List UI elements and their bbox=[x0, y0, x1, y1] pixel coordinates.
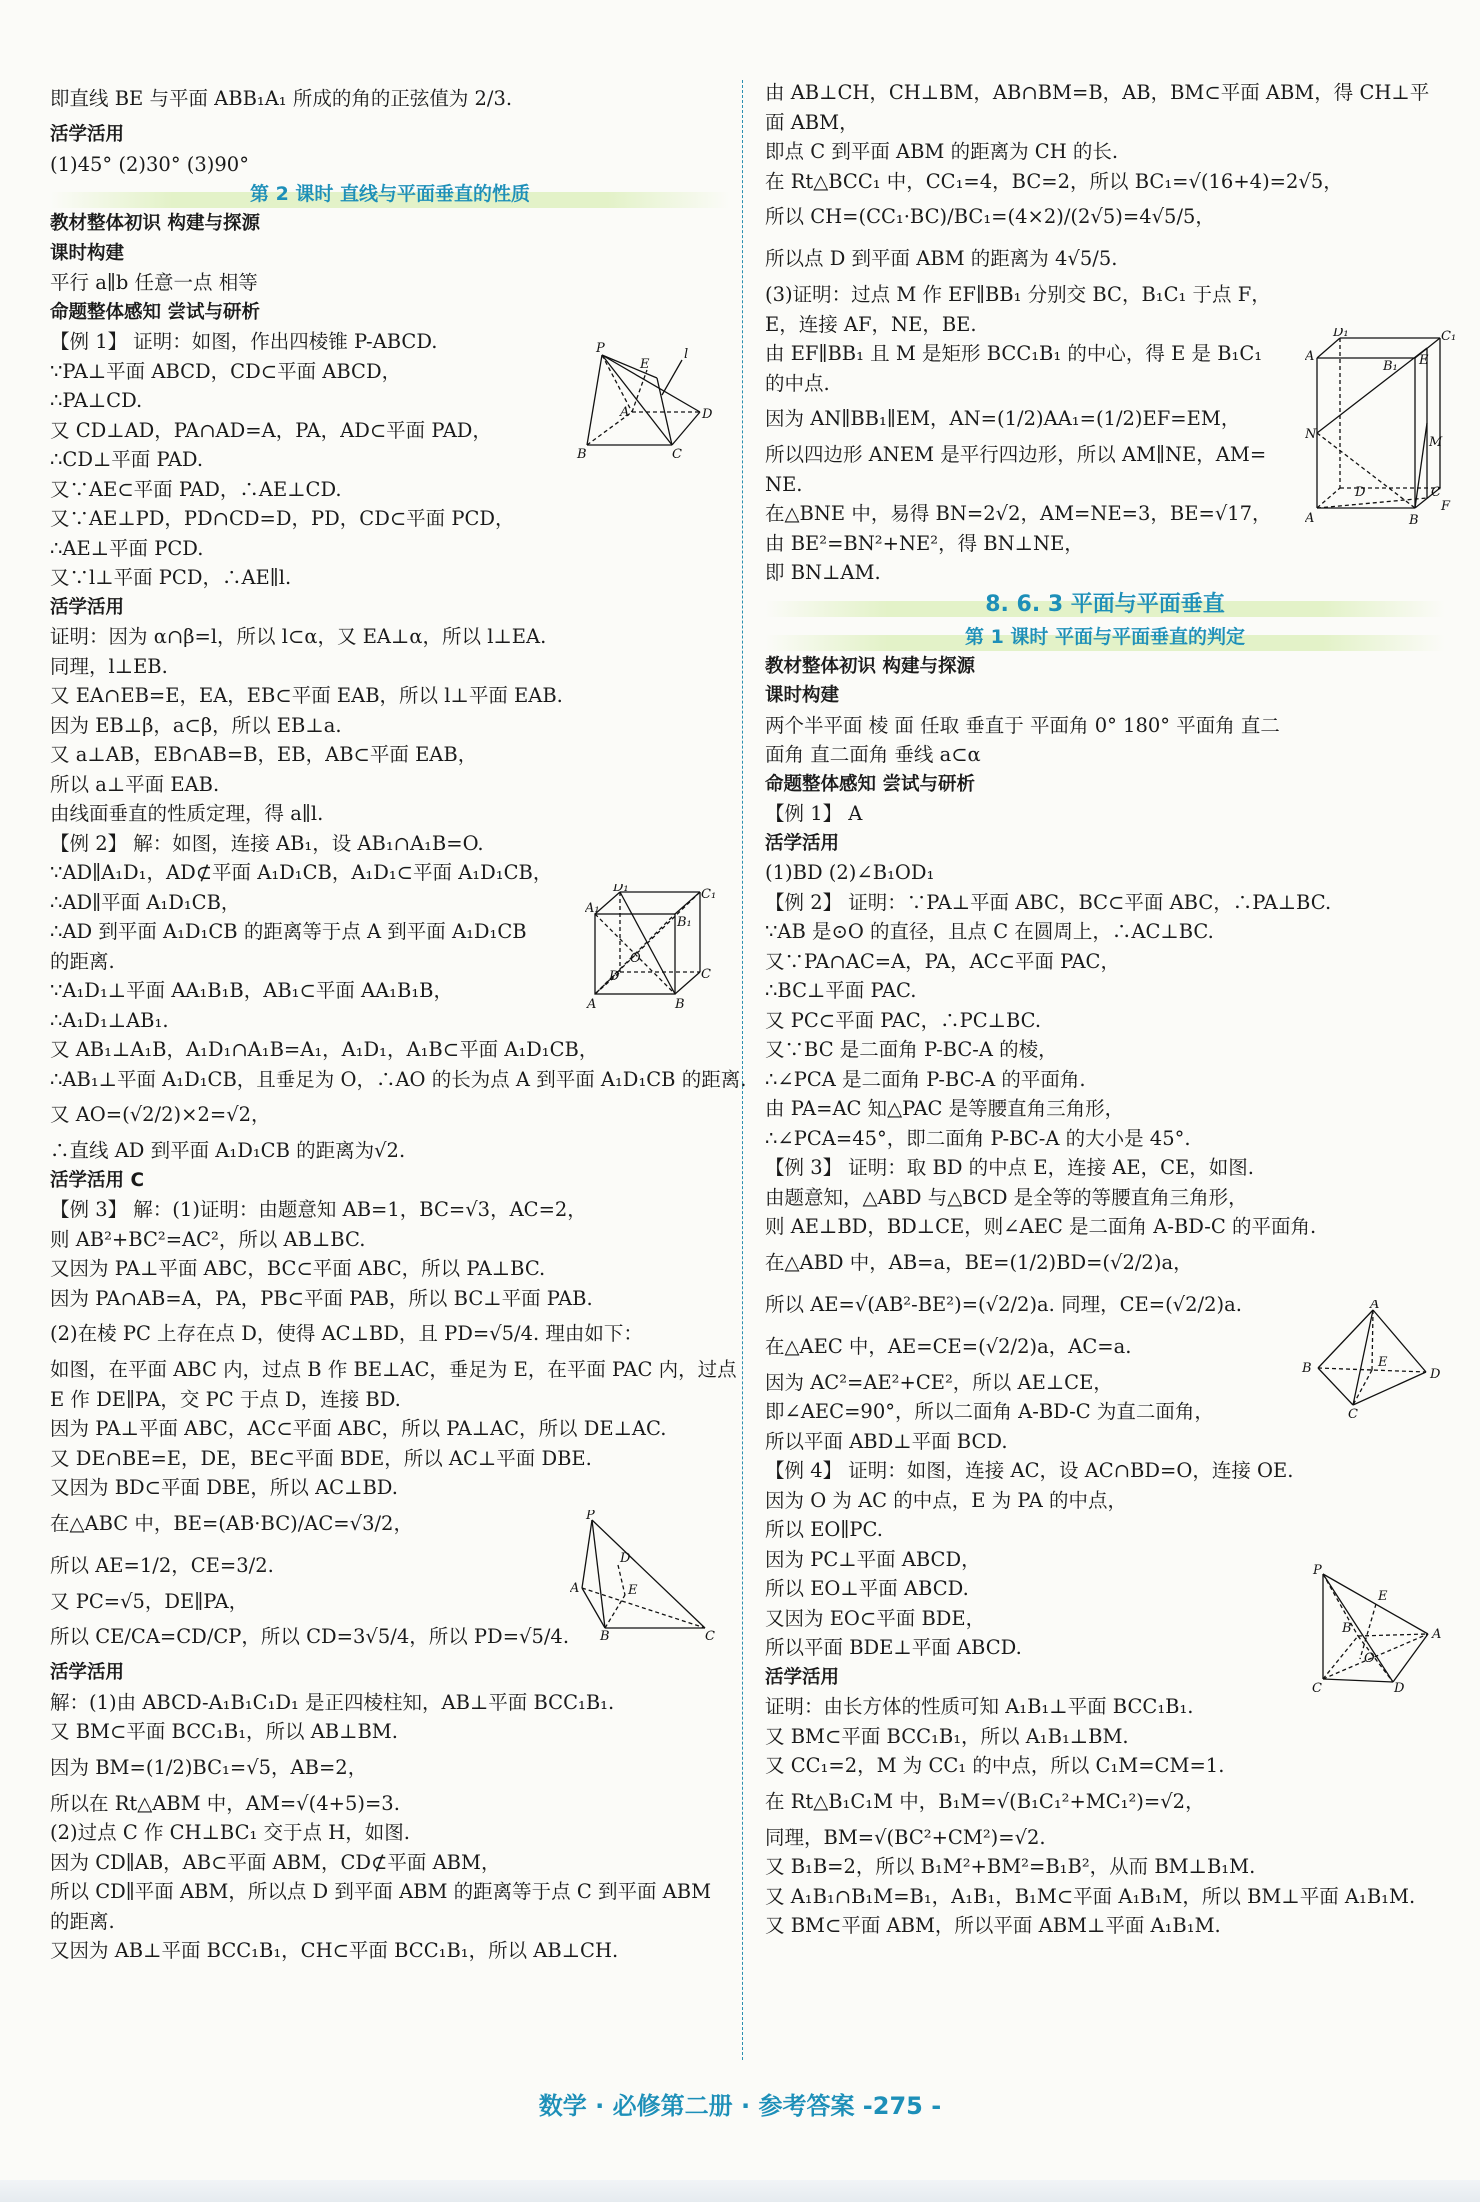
text-line: 所以 AE=√(AB²-BE²)=(√2/2)a. 同理，CE=(√2/2)a. bbox=[765, 1292, 1242, 1316]
text-line: 解：(1)由 ABCD-A₁B₁C₁D₁ 是正四棱柱知，AB⊥平面 BCC₁B₁. bbox=[50, 1690, 615, 1714]
svg-text:D: D bbox=[1355, 485, 1366, 500]
subheading: 活学活用 bbox=[765, 832, 840, 854]
pyramid-figure-3 bbox=[1308, 1564, 1448, 1698]
text-line: 因为 CD∥AB，AB⊂平面 ABM，CD⊄平面 ABM， bbox=[50, 1850, 501, 1874]
text-line: 所以在 Rt△ABM 中，AM=√(4+5)=3. bbox=[50, 1791, 400, 1815]
text-line: 又因为 BD⊂平面 DBE，所以 AC⊥BD. bbox=[50, 1476, 398, 1499]
text-line: 在△ABD 中，AB=a，BE=(1/2)BD=(√2/2)a， bbox=[765, 1250, 1193, 1274]
text-line: 又∵l⊥平面 PCD，∴AE∥l. bbox=[50, 566, 292, 589]
subheading: 活学活用 C bbox=[50, 1169, 145, 1191]
text-line: ∵AD∥A₁D₁，AD⊄平面 A₁D₁CB，A₁D₁⊂平面 A₁D₁CB， bbox=[50, 861, 553, 884]
text-line: 所以平面 BDE⊥平面 ABCD. bbox=[765, 1636, 1022, 1659]
svg-text:A: A bbox=[1370, 1300, 1380, 1312]
text-line: 又 AB₁⊥A₁B，A₁D₁∩A₁B=A₁，A₁D₁，A₁B⊂平面 A₁D₁CB， bbox=[50, 1038, 599, 1061]
svg-text:C₁: C₁ bbox=[701, 887, 715, 902]
text-line: 同理，l⊥EB. bbox=[50, 654, 168, 678]
svg-text:C: C bbox=[701, 967, 711, 982]
subheading: 活学活用 bbox=[765, 1666, 840, 1688]
pyramid-figure-2 bbox=[570, 1510, 720, 1644]
text-line: ∴PA⊥CD. bbox=[50, 389, 143, 412]
svg-text:E: E bbox=[1378, 1355, 1388, 1370]
page-footer: 数学 · 必修第二册 · 参考答案 -275 - bbox=[538, 2092, 942, 2120]
text-line: ∴∠PCA=45°，即二面角 P-BC-A 的大小是 45°. bbox=[765, 1126, 1191, 1150]
text-line: 又 AO=(√2/2)×2=√2， bbox=[50, 1103, 271, 1126]
text-line: 的距离. bbox=[50, 1909, 115, 1933]
text-line: 在 Rt△B₁C₁M 中，B₁M=√(B₁C₁²+MC₁²)=√2， bbox=[765, 1789, 1205, 1813]
svg-text:D: D bbox=[620, 1551, 631, 1566]
svg-text:A: A bbox=[1305, 349, 1315, 364]
text-line: ∴直线 AD 到平面 A₁D₁CB 的距离为√2. bbox=[50, 1139, 406, 1162]
svg-text:C₁: C₁ bbox=[1441, 329, 1455, 344]
text-line: 即点 C 到平面 ABM 的距离为 CH 的长. bbox=[765, 140, 1119, 163]
svg-text:E: E bbox=[1419, 353, 1429, 368]
svg-text:B: B bbox=[1342, 1621, 1352, 1636]
svg-text:D₁: D₁ bbox=[1333, 328, 1349, 340]
text-line: 又 CC₁=2，M 为 CC₁ 的中点，所以 C₁M=CM=1. bbox=[765, 1754, 1225, 1777]
bottom-bar bbox=[0, 2180, 1480, 2202]
text-line: 在△ABC 中，BE=(AB·BC)/AC=√3/2， bbox=[50, 1511, 413, 1535]
text-line: ∴BC⊥平面 PAC. bbox=[765, 979, 917, 1002]
text-line: 平行 a∥b 任意一点 相等 bbox=[50, 271, 258, 294]
section-title: 8. 6. 3 平面与平面垂直 bbox=[765, 588, 1445, 622]
svg-text:B: B bbox=[1302, 1361, 1312, 1376]
text-line: ∵A₁D₁⊥平面 AA₁B₁B，AB₁⊂平面 AA₁B₁B， bbox=[50, 979, 453, 1002]
text-line: 所以 CE/CA=CD/CP，所以 CD=3√5/4，所以 PD=√5/4. bbox=[50, 1625, 570, 1648]
text-line: ∴AE⊥平面 PCD. bbox=[50, 536, 204, 560]
text-line: 所以 CH=(CC₁·BC)/BC₁=(4×2)/(2√5)=4√5/5， bbox=[765, 205, 1215, 228]
text-line: (1)BD (2)∠B₁OD₁ bbox=[765, 861, 935, 884]
text-line: 【例 4】 证明：如图，连接 AC，设 AC∩BD=O，连接 OE. bbox=[765, 1459, 1294, 1482]
text-line: (2)在棱 PC 上存在点 D，使得 AC⊥BD，且 PD=√5/4. 理由如下： bbox=[50, 1322, 643, 1345]
subheading: 课时构建 bbox=[765, 685, 840, 706]
svg-text:O: O bbox=[630, 951, 641, 966]
text-line: 证明：因为 α∩β=l，所以 l⊂α，又 EA⊥α，所以 l⊥EA. bbox=[50, 625, 547, 648]
text-line: 则 AE⊥BD，BD⊥CE，则∠AEC 是二面角 A-BD-C 的平面角. bbox=[765, 1215, 1317, 1238]
svg-text:A₁: A₁ bbox=[585, 901, 600, 916]
text-line: E，连接 AF，NE，BE. bbox=[765, 312, 977, 336]
svg-text:P: P bbox=[596, 341, 605, 356]
text-line: 由 EF∥BB₁ 且 M 是矩形 BCC₁B₁ 的中心，得 E 是 B₁C₁ bbox=[765, 342, 1263, 365]
text-line: 即直线 BE 与平面 ABB₁A₁ 所成的角的正弦值为 2/3. bbox=[50, 87, 513, 110]
text-line: 【例 3】 证明：取 BD 的中点 E，连接 AE，CE，如图. bbox=[765, 1156, 1254, 1179]
text-line: 同理，BM=√(BC²+CM²)=√2. bbox=[765, 1825, 1046, 1849]
text-line: (2)过点 C 作 CH⊥BC₁ 交于点 H，如图. bbox=[50, 1821, 410, 1844]
text-line: 由 PA=AC 知△PAC 是等腰直角三角形， bbox=[765, 1097, 1125, 1120]
text-line: 因为 AC²=AE²+CE²，所以 AE⊥CE， bbox=[765, 1370, 1113, 1394]
text-line: 因为 PC⊥平面 ABCD， bbox=[765, 1547, 981, 1571]
svg-text:E: E bbox=[640, 357, 650, 372]
svg-text:D₁: D₁ bbox=[613, 884, 629, 895]
text-line: 所以 a⊥平面 EAB. bbox=[50, 772, 220, 796]
svg-text:B: B bbox=[1409, 513, 1419, 528]
text-line: 又∵AE⊥PD，PD∩CD=D，PD，CD⊂平面 PCD， bbox=[50, 507, 515, 530]
text-line: 所以 EO⊥平面 ABCD. bbox=[765, 1577, 969, 1600]
text-line: 因为 BM=(1/2)BC₁=√5，AB=2， bbox=[50, 1755, 368, 1779]
subheading: 命题整体感知 尝试与研析 bbox=[765, 773, 975, 795]
text-line: 由题意知，△ABD 与△BCD 是全等的等腰直角三角形， bbox=[765, 1185, 1248, 1209]
text-line: 因为 AN∥BB₁∥EM，AN=(1/2)AA₁=(1/2)EF=EM， bbox=[765, 407, 1241, 430]
section-title: 第 1 课时 平面与平面垂直的判定 bbox=[765, 622, 1445, 652]
text-line: 又 BM⊂平面 ABM，所以平面 ABM⊥平面 A₁B₁M. bbox=[765, 1914, 1221, 1937]
text-line: 又∵AE⊂平面 PAD，∴AE⊥CD. bbox=[50, 477, 342, 501]
text-line: 又 DE∩BE=E，DE，BE⊂平面 BDE，所以 AC⊥平面 DBE. bbox=[50, 1446, 592, 1470]
text-line: 如图，在平面 ABC 内，过点 B 作 BE⊥AC，垂足为 E，在平面 PAC 内，过点 bbox=[50, 1358, 737, 1381]
svg-text:D: D bbox=[702, 407, 713, 422]
text-line: 又 BM⊂平面 BCC₁B₁，所以 AB⊥BM. bbox=[50, 1720, 398, 1743]
svg-text:A: A bbox=[620, 405, 630, 420]
text-line: 即∠AEC=90°，所以二面角 A-BD-C 为直二面角， bbox=[765, 1400, 1214, 1423]
text-line: 面角 直二面角 垂线 a⊂α bbox=[765, 743, 981, 766]
svg-text:B: B bbox=[675, 997, 685, 1012]
svg-text:O: O bbox=[1364, 1651, 1375, 1666]
text-line: 又 EA∩EB=E，EA，EB⊂平面 EAB，所以 l⊥平面 EAB. bbox=[50, 684, 563, 707]
text-line: 又因为 PA⊥平面 ABC，BC⊂平面 ABC，所以 PA⊥BC. bbox=[50, 1257, 546, 1280]
text-line: 在 Rt△BCC₁ 中，CC₁=4，BC=2，所以 BC₁=√(16+4)=2√5， bbox=[765, 169, 1343, 193]
text-line: 所以 CD∥平面 ABM，所以点 D 到平面 ABM 的距离等于点 C 到平面 ABM bbox=[50, 1880, 712, 1903]
text-line: 的中点. bbox=[765, 371, 830, 395]
text-line: 又∵BC 是二面角 P-BC-A 的棱， bbox=[765, 1038, 1058, 1061]
svg-text:A: A bbox=[1432, 1627, 1442, 1642]
text-line: ∴AD∥平面 A₁D₁CB， bbox=[50, 890, 241, 914]
subheading: 教材整体初识 构建与探源 bbox=[765, 655, 975, 677]
text-line: 的距离. bbox=[50, 949, 115, 973]
svg-text:D: D bbox=[1430, 1367, 1441, 1382]
text-line: 【例 1】 A bbox=[765, 802, 863, 825]
text-line: 因为 PA⊥平面 ABC，AC⊂平面 ABC，所以 PA⊥AC，所以 DE⊥AC. bbox=[50, 1417, 667, 1440]
text-line: 【例 3】 解：(1)证明：由题意知 AB=1，BC=√3，AC=2， bbox=[50, 1198, 587, 1221]
svg-text:E: E bbox=[628, 1583, 638, 1598]
text-line: 【例 2】 证明：∵PA⊥平面 ABC，BC⊂平面 ABC，∴PA⊥BC. bbox=[765, 890, 1332, 914]
text-line: 所以平面 ABD⊥平面 BCD. bbox=[765, 1429, 1008, 1453]
svg-text:C: C bbox=[1312, 1681, 1322, 1694]
text-line: 又∵PA∩AC=A，PA，AC⊂平面 PAC， bbox=[765, 949, 1120, 973]
svg-text:B: B bbox=[577, 447, 587, 462]
svg-text:E: E bbox=[1378, 1589, 1388, 1604]
text-line: ∴CD⊥平面 PAD. bbox=[50, 448, 204, 471]
text-line: 所以 AE=1/2，CE=3/2. bbox=[50, 1553, 274, 1577]
subheading: 活学活用 bbox=[50, 1662, 125, 1683]
text-line: 【例 1】 证明：如图，作出四棱锥 P-ABCD. bbox=[50, 330, 438, 353]
svg-text:A: A bbox=[1305, 511, 1315, 526]
section-title: 第 2 课时 直线与平面垂直的性质 bbox=[50, 179, 730, 209]
text-line: 又 BM⊂平面 BCC₁B₁，所以 A₁B₁⊥BM. bbox=[765, 1724, 1129, 1748]
svg-text:P: P bbox=[1313, 1564, 1322, 1578]
text-line: ∴∠PCA 是二面角 P-BC-A 的平面角. bbox=[765, 1067, 1086, 1091]
svg-text:C: C bbox=[1348, 1407, 1358, 1420]
subheading: 教材整体初识 构建与探源 bbox=[50, 213, 260, 234]
svg-text:N: N bbox=[1305, 427, 1317, 442]
svg-text:B₁: B₁ bbox=[1383, 359, 1398, 374]
text-line: ∴AD 到平面 A₁D₁CB 的距离等于点 A 到平面 A₁D₁CB bbox=[50, 920, 527, 943]
svg-text:P: P bbox=[586, 1510, 595, 1523]
text-line: 又因为 EO⊂平面 BDE， bbox=[765, 1606, 986, 1630]
text-line: (3)证明：过点 M 作 EF∥BB₁ 分别交 BC，B₁C₁ 于点 F， bbox=[765, 283, 1271, 306]
text-line: 又 A₁B₁∩B₁M=B₁，A₁B₁，B₁M⊂平面 A₁B₁M，所以 BM⊥平面 A₁B₁M. bbox=[765, 1884, 1416, 1908]
text-line: 证明：由长方体的性质可知 A₁B₁⊥平面 BCC₁B₁. bbox=[765, 1695, 1194, 1718]
text-line: 所以四边形 ANEM 是平行四边形，所以 AM∥NE，AM= bbox=[765, 443, 1267, 466]
subheading: 活学活用 bbox=[50, 596, 125, 618]
text-line: 即 BN⊥AM. bbox=[765, 561, 881, 584]
text-line: ∵PA⊥平面 ABCD，CD⊂平面 ABCD， bbox=[50, 359, 402, 383]
svg-text:D: D bbox=[609, 969, 620, 984]
text-line: ∴A₁D₁⊥AB₁. bbox=[50, 1008, 169, 1032]
svg-text:D: D bbox=[1394, 1681, 1405, 1694]
svg-text:C: C bbox=[672, 447, 682, 462]
text-line: 两个半平面 棱 面 任取 垂直于 平面角 0° 180° 平面角 直二 bbox=[765, 713, 1280, 737]
subheading: 活学活用 bbox=[50, 124, 125, 145]
svg-text:A: A bbox=[587, 997, 597, 1012]
text-line: NE. bbox=[765, 472, 803, 496]
text-line: 又 B₁B=2，所以 B₁M²+BM²=B₁B²，从而 BM⊥B₁M. bbox=[765, 1855, 1256, 1878]
svg-text:B: B bbox=[600, 1629, 610, 1640]
text-line: (1)45° (2)30° (3)90° bbox=[50, 152, 249, 176]
svg-text:F: F bbox=[1441, 499, 1451, 514]
subheading: 课时构建 bbox=[50, 242, 125, 264]
text-line: 面 ABM， bbox=[765, 110, 859, 134]
svg-text:M: M bbox=[1429, 435, 1443, 450]
text-line: 【例 2】 解：如图，连接 AB₁，设 AB₁∩A₁B=O. bbox=[50, 831, 484, 855]
text-line: 所以点 D 到平面 ABM 的距离为 4√5/5. bbox=[765, 247, 1118, 270]
text-line: ∵AB 是⊙O 的直径，且点 C 在圆周上，∴AC⊥BC. bbox=[765, 920, 1214, 943]
text-line: 又 CD⊥AD，PA∩AD=A，PA，AD⊂平面 PAD， bbox=[50, 418, 492, 442]
tetrahedron-figure bbox=[1298, 1300, 1448, 1424]
text-line: 在△AEC 中，AE=CE=(√2/2)a，AC=a. bbox=[765, 1334, 1132, 1358]
text-line: 因为 O 为 AC 的中点，E 为 PA 的中点， bbox=[765, 1488, 1128, 1512]
subheading: 命题整体感知 尝试与研析 bbox=[50, 301, 260, 323]
text-line: 由线面垂直的性质定理，得 a∥l. bbox=[50, 802, 324, 825]
svg-text:C: C bbox=[1431, 485, 1441, 500]
text-line: 又 PC=√5，DE∥PA， bbox=[50, 1589, 249, 1613]
svg-text:A: A bbox=[570, 1581, 580, 1596]
text-line: 因为 PA∩AB=A，PA，PB⊂平面 PAB，所以 BC⊥平面 PAB. bbox=[50, 1286, 593, 1310]
cube-figure-1 bbox=[585, 884, 715, 1023]
text-line: 由 AB⊥CH，CH⊥BM，AB∩BM=B，AB，BM⊂平面 ABM，得 CH⊥平 bbox=[765, 81, 1430, 104]
text-line: 又 PC⊂平面 PAC，∴PC⊥BC. bbox=[765, 1008, 1042, 1032]
text-line: 由 BE²=BN²+NE²，得 BN⊥NE， bbox=[765, 531, 1084, 555]
text-line: 在△BNE 中，易得 BN=2√2，AM=NE=3，BE=√17， bbox=[765, 502, 1272, 525]
svg-text:C: C bbox=[705, 1629, 715, 1640]
svg-text:B₁: B₁ bbox=[677, 915, 692, 930]
svg-text:l: l bbox=[684, 347, 689, 362]
text-line: 则 AB²+BC²=AC²，所以 AB⊥BC. bbox=[50, 1227, 366, 1251]
text-line: 又因为 AB⊥平面 BCC₁B₁，CH⊂平面 BCC₁B₁，所以 AB⊥CH. bbox=[50, 1939, 619, 1962]
text-line: ∴AB₁⊥平面 A₁D₁CB，且垂足为 O，∴AO 的长为点 A 到平面 A₁D₁CB 的距离. bbox=[50, 1067, 747, 1091]
prism-figure bbox=[1305, 328, 1455, 532]
pyramid-figure-1 bbox=[572, 340, 722, 469]
text-line: 又 a⊥AB，EB∩AB=B，EB，AB⊂平面 EAB， bbox=[50, 743, 478, 766]
text-line: 所以 EO∥PC. bbox=[765, 1518, 883, 1541]
text-line: 因为 EB⊥β，a⊂β，所以 EB⊥a. bbox=[50, 713, 342, 737]
text-line: E 作 DE∥PA，交 PC 于点 D，连接 BD. bbox=[50, 1387, 401, 1411]
